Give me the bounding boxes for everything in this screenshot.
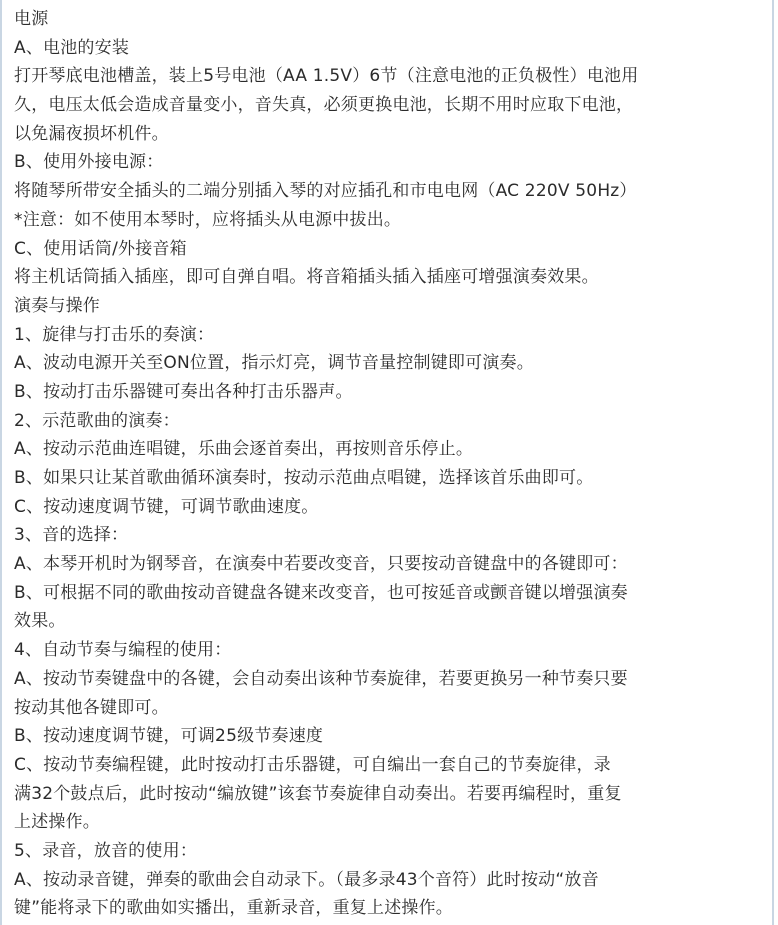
text-line: B、按动速度调节键，可调25级节奏速度	[14, 726, 324, 747]
text-line: 效果。	[14, 611, 66, 632]
subheading-sound-select: 3、音的选择：	[14, 525, 129, 546]
subheading-external-power: B、使用外接电源：	[14, 152, 164, 173]
text-line: A、本琴开机时为钢琴音，在演奏中若要改变音，只要按动音键盘中的各键即可：	[14, 554, 628, 575]
subheading-auto-rhythm: 4、自动节奏与编程的使用：	[14, 640, 232, 661]
section-title-performance: 演奏与操作	[14, 295, 100, 316]
text-line: 将随琴所带安全插头的二端分别插入琴的对应插孔和市电电网（AC 220V 50Hz）	[14, 181, 637, 202]
subheading-melody: 1、旋律与打击乐的奏演：	[14, 324, 215, 345]
text-line: C、按动速度调节键，可调节歌曲速度。	[14, 496, 319, 517]
text-line: 打开琴底电池槽盖，装上5号电池（AA 1.5V）6节（注意电池的正负极性）电池用	[14, 66, 639, 87]
text-line: 久，电压太低会造成音量变小，音失真，必须更换电池，长期不用时应取下电池，	[14, 95, 634, 116]
subheading-battery-install: A、电池的安装	[14, 37, 130, 58]
text-line: A、按动录音键，弹奏的歌曲会自动录下。（最多录43个音符）此时按动“放音	[14, 869, 599, 890]
text-line: 以免漏夜损坏机件。	[14, 123, 169, 144]
text-line: 满32个鼓点后，此时按动“编放键”该套节奏旋律自动奏出。若要再编程时，重复	[14, 783, 622, 804]
text-line: B、按动打击乐器键可奏出各种打击乐器声。	[14, 381, 353, 402]
subheading-demo-songs: 2、示范歌曲的演奏：	[14, 410, 180, 431]
note-line: *注意：如不使用本琴时，应将插头从电源中拔出。	[14, 209, 402, 230]
text-line: 将主机话筒插入插座，即可自弹自唱。将音箱插头插入插座可增强演奏效果。	[14, 267, 599, 288]
subheading-microphone: C、使用话筒/外接音箱	[14, 238, 187, 259]
text-line: A、按动节奏键盘中的各键，会自动奏出该种节奏旋律，若要更换另一种节奏只要	[14, 668, 628, 689]
text-line: B、可根据不同的歌曲按动音键盘各键来改变音，也可按延音或颤音键以增强演奏	[14, 582, 628, 603]
text-line: 上述操作。	[14, 812, 100, 833]
text-line: A、按动示范曲连唱键，乐曲会逐首奏出，再按则音乐停止。	[14, 439, 474, 460]
text-line: B、如果只让某首歌曲循环演奏时，按动示范曲点唱键，选择该首乐曲即可。	[14, 468, 594, 488]
text-line: C、按动节奏编程键，此时按动打击乐器键，可自编出一套自己的节奏旋律，录	[14, 754, 611, 775]
section-title-power: 电源	[14, 9, 49, 29]
manual-text	[14, 5, 766, 923]
subheading-recording: 5、录音，放音的使用：	[14, 840, 198, 861]
text-line: 按动其他各键即可。	[14, 697, 169, 718]
text-line: A、波动电源开关至ON位置，指示灯亮，调节音量控制键即可演奏。	[14, 353, 534, 374]
text-line: 键”能将录下的歌曲如实播出，重新录音，重复上述操作。	[14, 898, 454, 919]
